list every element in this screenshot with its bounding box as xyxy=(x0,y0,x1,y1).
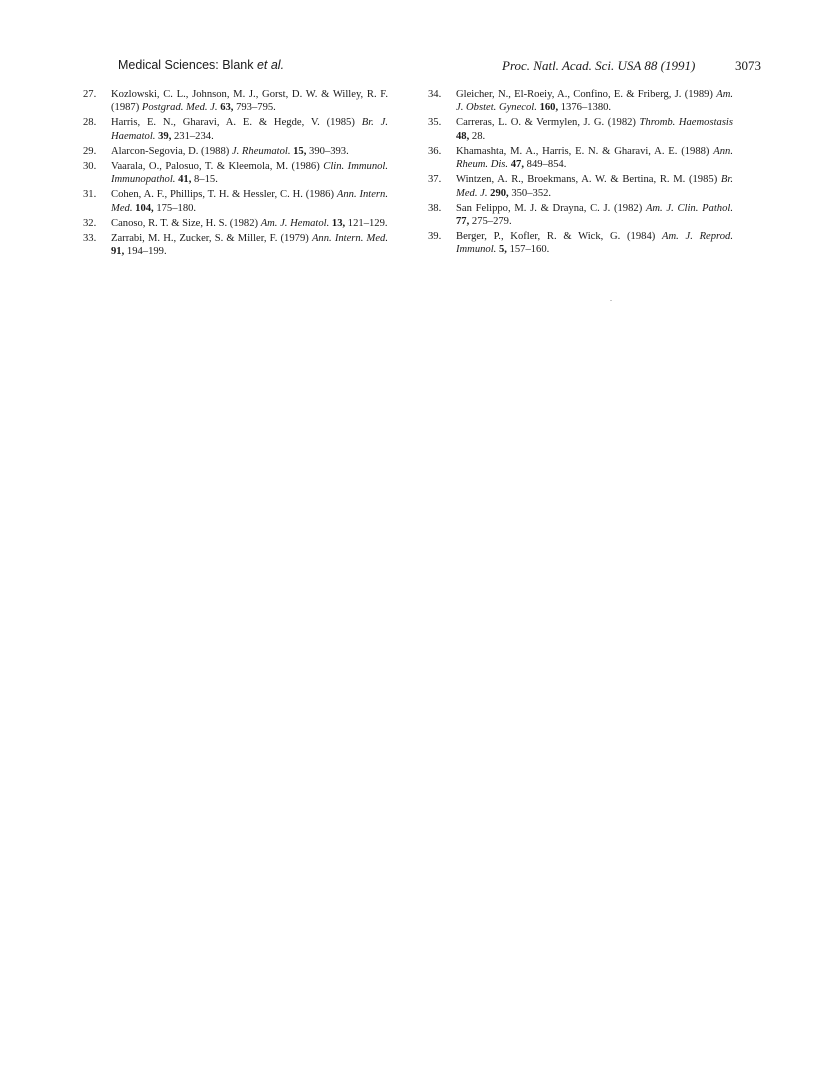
reference-authors: Zarrabi, M. H., Zucker, S. & Miller, F. (1979) xyxy=(111,232,312,244)
reference-journal: Br. Med. J. xyxy=(456,174,733,199)
reference-pages: 157–160. xyxy=(506,244,550,256)
reference-pages: 175–180. xyxy=(153,202,197,214)
reference-volume: 5, xyxy=(498,244,507,256)
reference-authors: Canoso, R. T. & Size, H. S. (1982) xyxy=(111,217,261,229)
reference-volume: 290, xyxy=(490,187,509,199)
reference-journal: Ann. Intern. Med. xyxy=(311,232,388,244)
reference-journal: Am. J. Reprod. Immunol. xyxy=(456,231,734,256)
reference-journal: Ann. Intern. Med. xyxy=(111,189,388,214)
section-title: Medical Sciences: Blank et al. xyxy=(118,58,285,72)
running-header xyxy=(0,58,816,76)
reference-authors: Wintzen, A. R., Broekmans, A. W. & Bertina, R. M. (1985) xyxy=(456,174,721,186)
reference-pages: 231–234. xyxy=(171,130,214,142)
reference-authors: Khamashta, M. A., Harris, E. N. & Gharavi, A. E. (1988) xyxy=(456,145,714,157)
reference-authors: San Felippo, M. J. & Drayna, C. J. (1982) xyxy=(456,202,646,214)
reference-number: 28. xyxy=(83,117,97,129)
reference-number: 31. xyxy=(83,189,97,201)
reference-number: 29. xyxy=(83,145,97,157)
references-left-column xyxy=(83,88,388,260)
reference-journal: Am. J. Hematol. xyxy=(260,217,330,229)
journal-citation: Proc. Natl. Acad. Sci. USA 88 (1991) xyxy=(502,58,696,73)
reference-item xyxy=(83,116,388,143)
reference-number: 34. xyxy=(428,89,442,100)
reference-item xyxy=(428,173,733,200)
reference-pages: 849–854. xyxy=(524,159,567,171)
reference-item xyxy=(428,145,733,172)
reference-volume: 77, xyxy=(456,216,470,228)
reference-item xyxy=(83,145,388,158)
reference-journal: Br. J. Haematol. xyxy=(111,117,388,142)
reference-number: 27. xyxy=(83,89,97,100)
reference-volume: 63, xyxy=(220,102,234,114)
reference-volume: 47, xyxy=(510,159,524,171)
reference-volume: 13, xyxy=(331,217,346,229)
reference-number: 39. xyxy=(428,231,442,243)
reference-pages: 1376–1380. xyxy=(558,102,612,114)
reference-item xyxy=(83,217,388,230)
reference-volume: 160, xyxy=(539,102,559,114)
page-number: 3073 xyxy=(735,58,761,73)
reference-authors: Vaarala, O., Palosuo, T. & Kleemola, M. (1986) xyxy=(111,160,324,172)
reference-journal: Ann. Rheum. Dis. xyxy=(456,145,733,171)
reference-item xyxy=(83,232,388,259)
reference-journal: Clin. Immunol. Immunopathol. xyxy=(111,160,388,186)
reference-pages: 121–129. xyxy=(345,217,388,229)
reference-pages: 275–279. xyxy=(469,216,512,228)
reference-pages: 390–393. xyxy=(306,145,349,157)
reference-item xyxy=(83,188,388,215)
reference-item xyxy=(83,160,388,187)
reference-journal: J. Rheumatol. xyxy=(231,145,291,157)
reference-volume: 48, xyxy=(456,130,470,142)
reference-authors: Carreras, L. O. & Vermylen, J. G. (1982) xyxy=(456,117,640,129)
reference-number: 30. xyxy=(83,160,97,172)
reference-number: 35. xyxy=(428,117,442,129)
reference-volume: 41, xyxy=(178,174,192,186)
reference-number: 37. xyxy=(428,174,442,186)
reference-item xyxy=(83,88,388,115)
reference-authors: Alarcon-Segovia, D. (1988) xyxy=(111,145,232,157)
reference-pages: 793–795. xyxy=(233,102,276,114)
reference-authors: Cohen, A. F., Phillips, T. H. & Hessler, C. H. (1986) xyxy=(111,189,337,201)
reference-authors: Gleicher, N., El-Roeiy, A., Confino, E. & Friberg, J. (1989) xyxy=(456,89,717,100)
reference-item xyxy=(428,230,733,257)
reference-journal: Thromb. Haemostasis xyxy=(639,117,734,129)
reference-authors: Berger, P., Kofler, R. & Wick, G. (1984) xyxy=(456,231,662,243)
reference-pages: 194–199. xyxy=(124,246,167,258)
reference-volume: 39, xyxy=(158,130,172,142)
reference-journal: Postgrad. Med. J. xyxy=(141,102,218,114)
reference-item xyxy=(428,88,733,115)
reference-item xyxy=(428,116,733,143)
reference-journal: Am. J. Obstet. Gynecol. xyxy=(456,89,733,114)
reference-volume: 104, xyxy=(135,202,154,214)
reference-volume: 91, xyxy=(111,246,125,258)
reference-authors: Kozlowski, C. L., Johnson, M. J., Gorst, D. W. & Willey, R. F. (1987) xyxy=(111,89,388,114)
reference-number: 33. xyxy=(83,232,97,244)
reference-number: 32. xyxy=(83,217,97,229)
references-right-column xyxy=(428,88,733,258)
reference-authors: Harris, E. N., Gharavi, A. E. & Hegde, V. (1985) xyxy=(111,117,362,129)
reference-pages: 350–352. xyxy=(508,187,552,199)
reference-pages: 8–15. xyxy=(191,174,218,186)
reference-journal: Am. J. Clin. Pathol. xyxy=(645,202,733,214)
reference-number: 36. xyxy=(428,145,442,157)
reference-number: 38. xyxy=(428,202,442,214)
reference-volume: 15, xyxy=(293,145,307,157)
reference-item xyxy=(428,202,733,229)
scan-speck xyxy=(610,300,612,301)
reference-pages: 28. xyxy=(469,130,486,142)
